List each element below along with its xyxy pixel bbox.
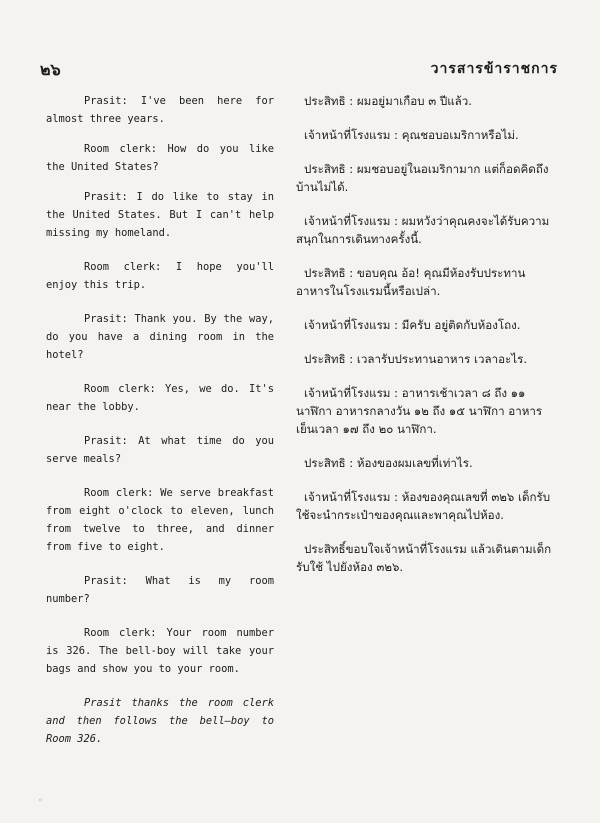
thai-column	[296, 92, 558, 592]
english-line: Prasit thanks the room clerk and then follows the bell—boy to Room 326.	[46, 697, 274, 745]
english-line: Room clerk: I hope you'll enjoy this trip.	[46, 261, 274, 291]
thai-line: ประสิทธิ์ขอบใจเจ้าหน้าที่โรงแรม แล้วเดินตามเด็กรับใช้ ไปยังห้อง ๓๒๖.	[296, 542, 552, 574]
thai-line: ประสิทธิ : ขอบคุณ อ้อ! คุณมีห้องรับประทานอาหารในโรงแรมนี้หรือเปล่า.	[296, 266, 526, 298]
thai-line: เจ้าหน้าที่โรงแรม : คุณชอบอเมริกาหรือไม่.	[304, 128, 519, 142]
thai-line: ประสิทธิ : ห้องของผมเลขที่เท่าไร.	[304, 456, 473, 470]
english-line: Prasit: I've been here for almost three years.	[46, 95, 274, 125]
thai-line: ประสิทธิ : ผมชอบอยู่ในอเมริกามาก แต่ก็อดคิดถึงบ้านไม่ได้.	[296, 162, 549, 194]
thai-line: ประสิทธิ : ผมอยู่มาเกือบ ๓ ปีแล้ว.	[304, 94, 472, 108]
english-line: Room clerk: Yes, we do. It's near the lobby.	[46, 383, 274, 413]
english-line: Room clerk: Your room number is 326. The bell-boy will take your bags and show you to your room.	[46, 627, 274, 675]
corner-mark: ◦	[38, 796, 43, 805]
thai-line: เจ้าหน้าที่โรงแรม : มีครับ อยู่ติดกับห้องโถง.	[304, 318, 521, 332]
running-head: วารสารข้าราชการ	[430, 61, 558, 77]
thai-line: เจ้าหน้าที่โรงแรม : ห้องของคุณเลขที่ ๓๒๖ เด็กรับใช้จะนำกระเป๋าของคุณและพาคุณไปห้อง.	[296, 490, 551, 522]
english-line: Room clerk: We serve breakfast from eight o'clock to eleven, lunch from twelve to three, and dinner from five to eight.	[46, 487, 274, 553]
english-line: Prasit: What is my room number?	[46, 575, 274, 605]
thai-line: เจ้าหน้าที่โรงแรม : ผมหวังว่าคุณคงจะได้รับความสนุกในการเดินทางครั้งนี้.	[296, 214, 550, 246]
english-line: Prasit: At what time do you serve meals?	[46, 435, 274, 465]
page-number: ๒๖	[40, 60, 61, 79]
english-line: Room clerk: How do you like the United States?	[46, 143, 274, 173]
thai-line: เจ้าหน้าที่โรงแรม : อาหารเช้าเวลา ๘ ถึง ๑๑ นาฬิกา อาหารกลางวัน ๑๒ ถึง ๑๕ นาฬิกา อาหารเย็นเวลา ๑๗ ถึง ๒๐ นาฬิกา.	[296, 386, 543, 436]
english-column	[46, 92, 274, 760]
thai-line: ประสิทธิ : เวลารับประทานอาหาร เวลาอะไร.	[304, 352, 528, 366]
english-line: Prasit: I do like to stay in the United States. But I can't help missing my homeland.	[46, 191, 274, 239]
english-line: Prasit: Thank you. By the way, do you have a dining room in the hotel?	[46, 313, 274, 361]
